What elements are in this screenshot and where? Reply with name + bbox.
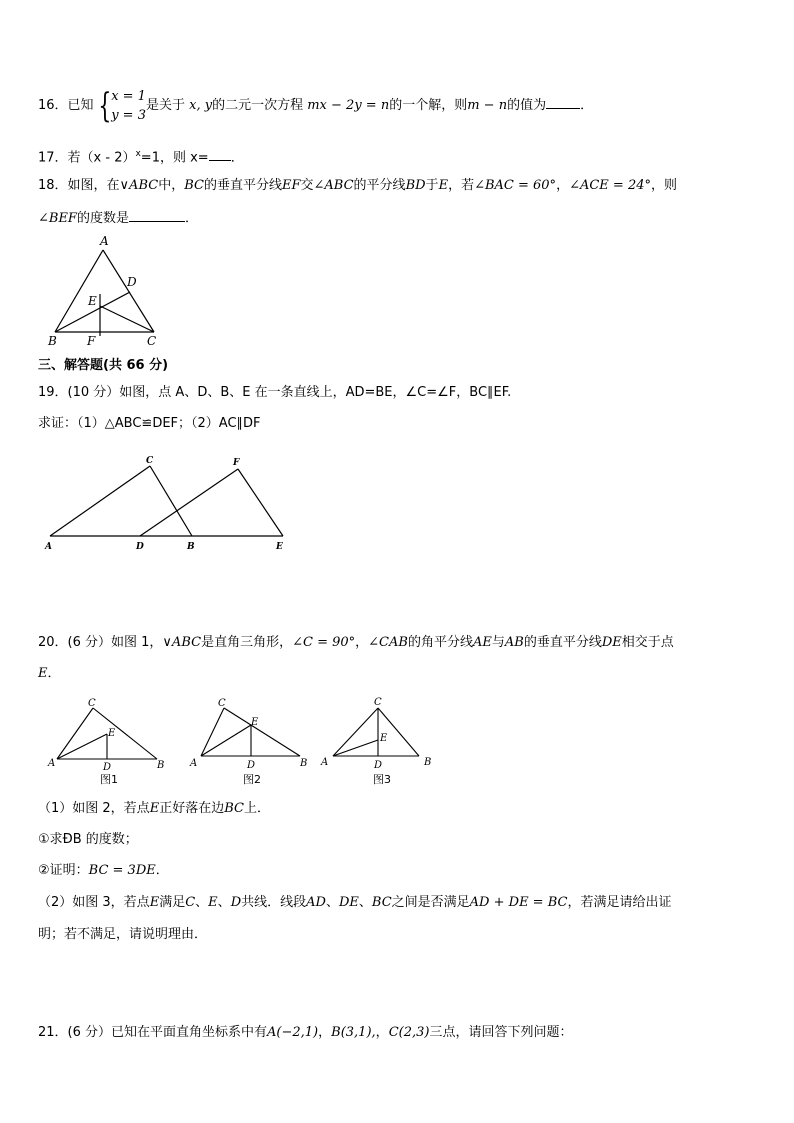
- q20-segment: BC: [371, 895, 392, 910]
- segment-df: [140, 469, 238, 536]
- question-18-line2: [38, 207, 198, 229]
- segment-cb: [93, 708, 157, 759]
- q20-segment: DE: [338, 895, 359, 910]
- q20-figure-2: [186, 694, 316, 790]
- q18-text: ，: [556, 178, 570, 193]
- q20-part1: [38, 799, 270, 819]
- figure-caption: 图1: [100, 773, 118, 786]
- q20-text: 正好落在边: [159, 801, 225, 816]
- question-20-line1: [38, 633, 674, 653]
- q20-text: 满足: [159, 895, 186, 910]
- q20-text: 的垂直平分线: [523, 635, 602, 650]
- label-e: E: [276, 542, 283, 552]
- figure-caption: 图2: [243, 773, 261, 786]
- q20-text: 是直角三角形，: [201, 635, 293, 650]
- q16-vars: x, y: [189, 98, 213, 113]
- q20-point: C: [185, 895, 196, 910]
- q16-number: 16．已知: [38, 98, 94, 113]
- q20-part1b: [38, 861, 169, 881]
- q21-text: ，: [318, 1025, 332, 1040]
- q18-text: 18．如图，在: [38, 178, 120, 193]
- q20-part2: [38, 893, 671, 913]
- q17-text: =1，则 x=: [140, 150, 209, 166]
- q21-point: C(2,3): [388, 1025, 430, 1040]
- q16-text: 是关于: [145, 98, 185, 113]
- q20-part1a: ①求ÐB 的度数；: [38, 832, 138, 847]
- q17-text: 17．若（x - 2）: [38, 150, 136, 166]
- q18-text: ．: [184, 211, 198, 226]
- segment-ac: [57, 708, 93, 759]
- label-c: C: [374, 697, 382, 708]
- q20-text: ．: [47, 666, 61, 681]
- q20-text: 共线．线段: [241, 895, 307, 910]
- label-d: D: [374, 760, 383, 771]
- q20-text: 、: [358, 895, 372, 910]
- q21-point: B(3,1),: [331, 1025, 376, 1040]
- label-d: D: [103, 762, 112, 773]
- q16-text: 的二元一次方程: [212, 98, 304, 113]
- answer-blank: [129, 207, 185, 222]
- label-c: C: [146, 456, 154, 466]
- q20-figure-1: [44, 694, 174, 790]
- q20-equation: AD + DE = BC: [469, 895, 568, 910]
- q18-figure: [45, 232, 170, 350]
- label-a: A: [100, 234, 109, 248]
- q18-angle: ∠BAC = 60°: [474, 178, 557, 193]
- label-d: D: [136, 542, 144, 552]
- answer-blank: [546, 94, 580, 109]
- q20-text: 20．(6 分）如图 1，: [38, 635, 163, 650]
- segment-ac: [333, 708, 378, 756]
- q17-exponent: x: [135, 149, 141, 159]
- q20-figure-3: [318, 694, 438, 790]
- q20-segment: AB: [504, 635, 524, 650]
- q20-text: 、: [325, 895, 339, 910]
- q18-point: E: [438, 178, 449, 193]
- q18-triangle: ∨ABC: [119, 178, 159, 193]
- label-a: A: [45, 542, 52, 552]
- q20-point: E: [149, 801, 160, 816]
- label-b: B: [187, 542, 195, 552]
- q20-point: E: [208, 895, 218, 910]
- question-16: [38, 86, 593, 126]
- label-a: A: [321, 757, 329, 768]
- q20-text: （1）如图 2，若点: [38, 801, 150, 816]
- label-e: E: [88, 294, 97, 308]
- brace-icon: {: [97, 85, 111, 126]
- q20-text: 、: [217, 895, 231, 910]
- q19-figure: [40, 450, 300, 555]
- q21-text: 三点，请回答下列问题：: [429, 1025, 573, 1040]
- q20-point: E: [38, 666, 48, 681]
- q18-angle: ∠ABC: [313, 178, 354, 193]
- q20-segment: AE: [472, 635, 492, 650]
- label-f: F: [87, 334, 96, 348]
- q20-angle: ∠C = 90°: [292, 635, 356, 650]
- q18-text: 中，: [158, 178, 185, 193]
- q18-text: 的度数是: [76, 211, 129, 226]
- q20-segment: AD: [306, 895, 326, 910]
- q18-text: ，若: [448, 178, 475, 193]
- q20-text: 上．: [243, 801, 270, 816]
- q16-text: 的一个解，则: [389, 98, 468, 113]
- q20-text: ．: [155, 863, 169, 878]
- segment-ac: [50, 466, 150, 536]
- label-a: A: [48, 758, 56, 769]
- question-21: [38, 1023, 572, 1043]
- q16-text: 的值为: [507, 98, 547, 113]
- segment-fe: [238, 469, 283, 536]
- q20-part2-line2: 明；若不满足，请说明理由．: [38, 927, 208, 942]
- q20-segment: DE: [601, 635, 622, 650]
- q20-text: 之间是否满足: [391, 895, 470, 910]
- label-e: E: [380, 733, 388, 744]
- label-d: D: [127, 275, 137, 289]
- q18-segment: BD: [405, 178, 426, 193]
- q20-text: （2）如图 3，若点: [38, 895, 150, 910]
- q18-text: ，则: [651, 178, 678, 193]
- q16-expression: m − n: [467, 98, 508, 113]
- label-d: D: [247, 760, 256, 771]
- q20-text: ，若满足请给出证: [567, 895, 672, 910]
- q20-segment: BC: [224, 801, 244, 816]
- section-3-title: 三、解答题(共 66 分): [38, 358, 169, 373]
- q18-angle: ∠BEF: [38, 211, 77, 226]
- q20-text: 、: [195, 895, 209, 910]
- q20-angle: ∠CAB: [368, 635, 408, 650]
- q21-point: A(−2,1): [267, 1025, 319, 1040]
- label-f: F: [233, 458, 240, 468]
- label-b: B: [48, 334, 57, 348]
- label-e: E: [108, 728, 116, 739]
- question-17: [38, 144, 244, 168]
- label-e: E: [251, 717, 259, 728]
- question-19-line1: 19．(10 分）如图，点 A、D、B、E 在一条直线上，AD=BE，∠C=∠F，BC∥EF.: [38, 385, 512, 400]
- question-19-line2: 求证：（1）△ABC≌DEF；（2）AC∥DF: [38, 416, 261, 431]
- q18-text: 的垂直平分线: [203, 178, 282, 193]
- q18-segment: EF: [281, 178, 301, 193]
- q20-text: ，: [355, 635, 369, 650]
- q17-text: ．: [230, 150, 244, 166]
- q20-text: 的角平分线: [407, 635, 473, 650]
- equation-y: y = 3: [111, 107, 146, 123]
- label-c: C: [88, 698, 96, 709]
- q21-text: ，: [375, 1025, 389, 1040]
- q18-text: 交: [300, 178, 314, 193]
- label-c: C: [147, 334, 157, 348]
- segment-cb: [224, 708, 300, 756]
- label-b: B: [424, 757, 432, 768]
- figure-caption: 图3: [373, 773, 391, 786]
- q20-text: 与: [491, 635, 505, 650]
- q21-text: 21．(6 分）已知在平面直角坐标系中有: [38, 1025, 268, 1040]
- q20-text: 相交于点: [621, 635, 674, 650]
- q16-equation: mx − 2y = n: [307, 98, 390, 113]
- label-c: C: [218, 698, 226, 709]
- q20-point: D: [230, 895, 242, 910]
- q20-equation: BC = 3DE: [88, 863, 156, 878]
- q18-text: 的平分线: [353, 178, 406, 193]
- question-20-line2: [38, 664, 61, 684]
- q18-angle: ∠ACE = 24°: [569, 178, 651, 193]
- q20-point: E: [149, 895, 160, 910]
- label-b: B: [157, 760, 165, 771]
- equation-x: x = 1: [111, 88, 146, 104]
- q16-text: ．: [580, 98, 594, 113]
- label-b: B: [300, 758, 308, 769]
- question-18: [38, 176, 677, 196]
- q20-text: ②证明：: [38, 863, 89, 878]
- answer-blank: [209, 146, 231, 161]
- label-a: A: [190, 758, 198, 769]
- segment-cb: [378, 708, 419, 756]
- equation-system: [111, 87, 146, 125]
- q20-triangle: ∨ABC: [162, 635, 202, 650]
- q18-text: 于: [425, 178, 439, 193]
- q18-segment: BC: [184, 178, 204, 193]
- segment-ae: [57, 734, 107, 759]
